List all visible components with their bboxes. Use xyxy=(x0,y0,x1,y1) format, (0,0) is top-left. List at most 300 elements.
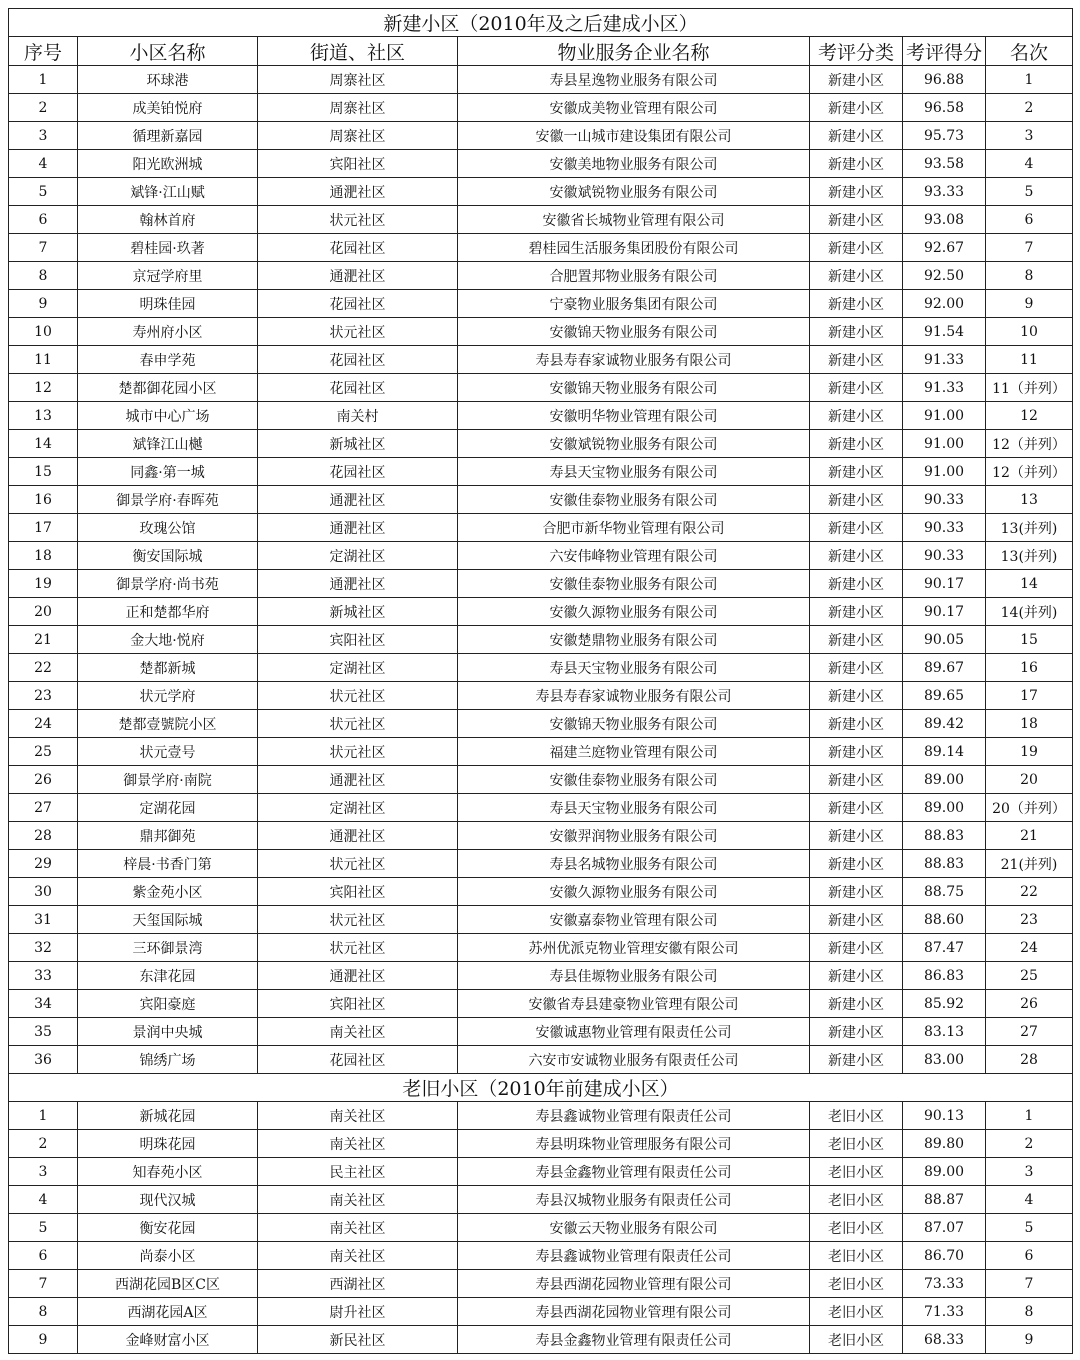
col-community-name-cell: 尚泰小区 xyxy=(78,1242,258,1270)
table-row xyxy=(9,850,1073,878)
col-rank-cell: 20（并列） xyxy=(986,794,1073,822)
table-row xyxy=(9,794,1073,822)
section-title-row xyxy=(9,1074,1073,1102)
col-score-cell: 88.75 xyxy=(903,878,986,906)
table-row xyxy=(9,1186,1073,1214)
col-rank-cell: 9 xyxy=(986,1326,1073,1354)
col-category-cell: 新建小区 xyxy=(810,1018,903,1046)
col-score-cell: 88.60 xyxy=(903,906,986,934)
col-property-company-cell: 寿县名城物业服务有限公司 xyxy=(458,850,810,878)
col-index-cell: 4 xyxy=(9,150,78,178)
col-street-community-cell: 状元社区 xyxy=(258,682,458,710)
col-community-name-cell: 锦绣广场 xyxy=(78,1046,258,1074)
col-score-cell: 71.33 xyxy=(903,1298,986,1326)
col-street-community-cell: 花园社区 xyxy=(258,346,458,374)
header-col-street-community: 街道、社区 xyxy=(258,37,458,66)
col-community-name-cell: 御景学府·春晖苑 xyxy=(78,486,258,514)
col-community-name-cell: 阳光欧洲城 xyxy=(78,150,258,178)
col-rank-cell: 12（并列） xyxy=(986,430,1073,458)
col-score-cell: 89.00 xyxy=(903,766,986,794)
col-category-cell: 新建小区 xyxy=(810,654,903,682)
col-index-cell: 17 xyxy=(9,514,78,542)
col-community-name-cell: 斌锋·江山赋 xyxy=(78,178,258,206)
col-score-cell: 93.58 xyxy=(903,150,986,178)
col-street-community-cell: 状元社区 xyxy=(258,710,458,738)
table-row xyxy=(9,822,1073,850)
col-property-company-cell: 安徽久源物业服务有限公司 xyxy=(458,598,810,626)
col-category-cell: 新建小区 xyxy=(810,962,903,990)
col-community-name-cell: 碧桂园·玖著 xyxy=(78,234,258,262)
col-street-community-cell: 状元社区 xyxy=(258,850,458,878)
col-category-cell: 新建小区 xyxy=(810,486,903,514)
col-rank-cell: 3 xyxy=(986,1158,1073,1186)
col-rank-cell: 25 xyxy=(986,962,1073,990)
col-index-cell: 26 xyxy=(9,766,78,794)
col-index-cell: 7 xyxy=(9,234,78,262)
header-col-rank: 名次 xyxy=(986,37,1073,66)
col-community-name-cell: 楚都壹號院小区 xyxy=(78,710,258,738)
col-category-cell: 新建小区 xyxy=(810,738,903,766)
col-community-name-cell: 梓晨·书香门第 xyxy=(78,850,258,878)
col-index-cell: 8 xyxy=(9,1298,78,1326)
table-row xyxy=(9,430,1073,458)
col-community-name-cell: 斌锋江山樾 xyxy=(78,430,258,458)
col-score-cell: 73.33 xyxy=(903,1270,986,1298)
section-title: 老旧小区（2010年前建成小区） xyxy=(9,1074,1073,1102)
col-property-company-cell: 寿县寿春家诚物业服务有限公司 xyxy=(458,682,810,710)
table-row xyxy=(9,290,1073,318)
col-index-cell: 19 xyxy=(9,570,78,598)
col-score-cell: 83.00 xyxy=(903,1046,986,1074)
col-index-cell: 18 xyxy=(9,542,78,570)
col-index-cell: 29 xyxy=(9,850,78,878)
col-rank-cell: 13 xyxy=(986,486,1073,514)
col-score-cell: 93.33 xyxy=(903,178,986,206)
col-street-community-cell: 状元社区 xyxy=(258,934,458,962)
col-community-name-cell: 寿州府小区 xyxy=(78,318,258,346)
col-community-name-cell: 楚都御花园小区 xyxy=(78,374,258,402)
col-street-community-cell: 宾阳社区 xyxy=(258,990,458,1018)
col-category-cell: 新建小区 xyxy=(810,794,903,822)
col-index-cell: 2 xyxy=(9,1130,78,1158)
col-category-cell: 新建小区 xyxy=(810,346,903,374)
col-rank-cell: 17 xyxy=(986,682,1073,710)
col-property-company-cell: 安徽省寿县建豪物业管理有限公司 xyxy=(458,990,810,1018)
col-street-community-cell: 南关社区 xyxy=(258,1214,458,1242)
table-row xyxy=(9,234,1073,262)
col-index-cell: 10 xyxy=(9,318,78,346)
table-row xyxy=(9,906,1073,934)
col-score-cell: 89.00 xyxy=(903,794,986,822)
col-property-company-cell: 宁豪物业服务集团有限公司 xyxy=(458,290,810,318)
col-index-cell: 28 xyxy=(9,822,78,850)
col-street-community-cell: 通淝社区 xyxy=(258,486,458,514)
col-score-cell: 90.17 xyxy=(903,598,986,626)
col-score-cell: 91.00 xyxy=(903,430,986,458)
col-community-name-cell: 定湖花园 xyxy=(78,794,258,822)
col-property-company-cell: 寿县天宝物业服务有限公司 xyxy=(458,794,810,822)
col-street-community-cell: 状元社区 xyxy=(258,206,458,234)
col-street-community-cell: 定湖社区 xyxy=(258,542,458,570)
col-property-company-cell: 寿县佳塬物业服务有限公司 xyxy=(458,962,810,990)
col-score-cell: 89.67 xyxy=(903,654,986,682)
col-street-community-cell: 周寨社区 xyxy=(258,94,458,122)
col-rank-cell: 23 xyxy=(986,906,1073,934)
col-community-name-cell: 翰林首府 xyxy=(78,206,258,234)
col-community-name-cell: 楚都新城 xyxy=(78,654,258,682)
col-score-cell: 88.87 xyxy=(903,1186,986,1214)
col-community-name-cell: 环球港 xyxy=(78,66,258,94)
col-property-company-cell: 安徽嘉泰物业管理有限公司 xyxy=(458,906,810,934)
col-index-cell: 25 xyxy=(9,738,78,766)
table-row xyxy=(9,738,1073,766)
col-street-community-cell: 通淝社区 xyxy=(258,514,458,542)
col-street-community-cell: 民主社区 xyxy=(258,1158,458,1186)
col-index-cell: 23 xyxy=(9,682,78,710)
table-row xyxy=(9,682,1073,710)
col-property-company-cell: 寿县西湖花园物业管理有限公司 xyxy=(458,1270,810,1298)
col-community-name-cell: 西湖花园A区 xyxy=(78,1298,258,1326)
col-index-cell: 9 xyxy=(9,290,78,318)
col-category-cell: 新建小区 xyxy=(810,206,903,234)
col-community-name-cell: 知春苑小区 xyxy=(78,1158,258,1186)
col-property-company-cell: 寿县汉城物业服务有限责任公司 xyxy=(458,1186,810,1214)
col-property-company-cell: 碧桂园生活服务集团股份有限公司 xyxy=(458,234,810,262)
col-rank-cell: 7 xyxy=(986,234,1073,262)
table-row xyxy=(9,346,1073,374)
col-property-company-cell: 安徽佳泰物业服务有限公司 xyxy=(458,570,810,598)
col-street-community-cell: 南关社区 xyxy=(258,1130,458,1158)
col-street-community-cell: 宾阳社区 xyxy=(258,878,458,906)
col-community-name-cell: 景润中央城 xyxy=(78,1018,258,1046)
col-score-cell: 93.08 xyxy=(903,206,986,234)
col-index-cell: 20 xyxy=(9,598,78,626)
table-row xyxy=(9,486,1073,514)
table-row xyxy=(9,654,1073,682)
col-community-name-cell: 玫瑰公馆 xyxy=(78,514,258,542)
col-index-cell: 4 xyxy=(9,1186,78,1214)
col-street-community-cell: 通淝社区 xyxy=(258,766,458,794)
col-rank-cell: 1 xyxy=(986,1102,1073,1130)
col-property-company-cell: 合肥市新华物业管理有限公司 xyxy=(458,514,810,542)
col-score-cell: 91.54 xyxy=(903,318,986,346)
col-category-cell: 新建小区 xyxy=(810,682,903,710)
table-row xyxy=(9,374,1073,402)
col-rank-cell: 26 xyxy=(986,990,1073,1018)
col-street-community-cell: 通淝社区 xyxy=(258,962,458,990)
col-street-community-cell: 通淝社区 xyxy=(258,262,458,290)
col-property-company-cell: 寿县金鑫物业管理有限责任公司 xyxy=(458,1158,810,1186)
col-street-community-cell: 尉升社区 xyxy=(258,1298,458,1326)
col-index-cell: 2 xyxy=(9,94,78,122)
col-street-community-cell: 花园社区 xyxy=(258,374,458,402)
col-score-cell: 92.00 xyxy=(903,290,986,318)
table-row xyxy=(9,1214,1073,1242)
table-row xyxy=(9,990,1073,1018)
col-index-cell: 7 xyxy=(9,1270,78,1298)
col-property-company-cell: 苏州优派克物业管理安徽有限公司 xyxy=(458,934,810,962)
col-property-company-cell: 安徽诚惠物业管理有限责任公司 xyxy=(458,1018,810,1046)
col-rank-cell: 12 xyxy=(986,402,1073,430)
col-category-cell: 老旧小区 xyxy=(810,1214,903,1242)
col-category-cell: 老旧小区 xyxy=(810,1270,903,1298)
col-street-community-cell: 通淝社区 xyxy=(258,822,458,850)
table-row xyxy=(9,402,1073,430)
col-index-cell: 3 xyxy=(9,1158,78,1186)
col-property-company-cell: 安徽斌锐物业服务有限公司 xyxy=(458,178,810,206)
col-category-cell: 新建小区 xyxy=(810,178,903,206)
col-category-cell: 新建小区 xyxy=(810,94,903,122)
col-category-cell: 新建小区 xyxy=(810,598,903,626)
col-rank-cell: 19 xyxy=(986,738,1073,766)
col-property-company-cell: 安徽佳泰物业服务有限公司 xyxy=(458,766,810,794)
col-street-community-cell: 宾阳社区 xyxy=(258,150,458,178)
col-category-cell: 新建小区 xyxy=(810,766,903,794)
col-rank-cell: 28 xyxy=(986,1046,1073,1074)
header-col-category: 考评分类 xyxy=(810,37,903,66)
col-property-company-cell: 安徽成美物业管理有限公司 xyxy=(458,94,810,122)
table-row xyxy=(9,206,1073,234)
col-street-community-cell: 花园社区 xyxy=(258,1046,458,1074)
col-property-company-cell: 合肥置邦物业服务有限公司 xyxy=(458,262,810,290)
col-property-company-cell: 安徽佳泰物业服务有限公司 xyxy=(458,486,810,514)
col-community-name-cell: 正和楚都华府 xyxy=(78,598,258,626)
col-street-community-cell: 花园社区 xyxy=(258,290,458,318)
col-street-community-cell: 状元社区 xyxy=(258,738,458,766)
table-row xyxy=(9,1298,1073,1326)
col-category-cell: 新建小区 xyxy=(810,626,903,654)
col-index-cell: 6 xyxy=(9,206,78,234)
col-property-company-cell: 安徽斌锐物业服务有限公司 xyxy=(458,430,810,458)
col-property-company-cell: 安徽省长城物业管理有限公司 xyxy=(458,206,810,234)
col-street-community-cell: 状元社区 xyxy=(258,906,458,934)
col-index-cell: 8 xyxy=(9,262,78,290)
col-score-cell: 89.00 xyxy=(903,1158,986,1186)
table-row xyxy=(9,150,1073,178)
col-index-cell: 35 xyxy=(9,1018,78,1046)
col-property-company-cell: 六安伟峰物业管理有限公司 xyxy=(458,542,810,570)
col-rank-cell: 7 xyxy=(986,1270,1073,1298)
col-street-community-cell: 花园社区 xyxy=(258,234,458,262)
col-score-cell: 90.33 xyxy=(903,486,986,514)
col-community-name-cell: 春申学苑 xyxy=(78,346,258,374)
col-category-cell: 新建小区 xyxy=(810,430,903,458)
table-row xyxy=(9,66,1073,94)
col-rank-cell: 4 xyxy=(986,150,1073,178)
col-street-community-cell: 新城社区 xyxy=(258,598,458,626)
col-rank-cell: 8 xyxy=(986,262,1073,290)
table-row xyxy=(9,1130,1073,1158)
col-community-name-cell: 金大地·悦府 xyxy=(78,626,258,654)
table-row xyxy=(9,766,1073,794)
col-index-cell: 24 xyxy=(9,710,78,738)
col-index-cell: 1 xyxy=(9,1102,78,1130)
col-score-cell: 96.88 xyxy=(903,66,986,94)
col-category-cell: 新建小区 xyxy=(810,122,903,150)
col-property-company-cell: 安徽锦天物业服务有限公司 xyxy=(458,710,810,738)
col-property-company-cell: 寿县金鑫物业管理有限责任公司 xyxy=(458,1326,810,1354)
col-rank-cell: 10 xyxy=(986,318,1073,346)
col-index-cell: 36 xyxy=(9,1046,78,1074)
col-street-community-cell: 西湖社区 xyxy=(258,1270,458,1298)
col-property-company-cell: 安徽美地物业服务有限公司 xyxy=(458,150,810,178)
col-community-name-cell: 衡安国际城 xyxy=(78,542,258,570)
col-score-cell: 87.07 xyxy=(903,1214,986,1242)
col-street-community-cell: 周寨社区 xyxy=(258,66,458,94)
col-index-cell: 31 xyxy=(9,906,78,934)
col-category-cell: 新建小区 xyxy=(810,150,903,178)
col-category-cell: 老旧小区 xyxy=(810,1298,903,1326)
col-street-community-cell: 南关社区 xyxy=(258,1186,458,1214)
col-index-cell: 11 xyxy=(9,346,78,374)
header-col-community-name: 小区名称 xyxy=(78,37,258,66)
col-index-cell: 3 xyxy=(9,122,78,150)
col-category-cell: 老旧小区 xyxy=(810,1102,903,1130)
col-category-cell: 新建小区 xyxy=(810,66,903,94)
table-row xyxy=(9,1270,1073,1298)
col-community-name-cell: 循理新嘉园 xyxy=(78,122,258,150)
col-street-community-cell: 定湖社区 xyxy=(258,794,458,822)
col-property-company-cell: 安徽明华物业管理有限公司 xyxy=(458,402,810,430)
col-index-cell: 22 xyxy=(9,654,78,682)
col-score-cell: 91.33 xyxy=(903,374,986,402)
col-score-cell: 89.65 xyxy=(903,682,986,710)
table-row xyxy=(9,122,1073,150)
table-row xyxy=(9,570,1073,598)
col-street-community-cell: 状元社区 xyxy=(258,318,458,346)
col-rank-cell: 4 xyxy=(986,1186,1073,1214)
col-score-cell: 89.80 xyxy=(903,1130,986,1158)
col-property-company-cell: 安徽羿润物业服务有限公司 xyxy=(458,822,810,850)
col-score-cell: 87.47 xyxy=(903,934,986,962)
col-category-cell: 老旧小区 xyxy=(810,1158,903,1186)
col-score-cell: 92.67 xyxy=(903,234,986,262)
col-rank-cell: 18 xyxy=(986,710,1073,738)
col-category-cell: 老旧小区 xyxy=(810,1326,903,1354)
col-street-community-cell: 南关社区 xyxy=(258,1242,458,1270)
table-row xyxy=(9,1158,1073,1186)
table-row xyxy=(9,1102,1073,1130)
col-street-community-cell: 新民社区 xyxy=(258,1326,458,1354)
col-rank-cell: 11 xyxy=(986,346,1073,374)
ranking-sheet xyxy=(8,8,1072,1354)
col-category-cell: 新建小区 xyxy=(810,234,903,262)
col-category-cell: 新建小区 xyxy=(810,822,903,850)
col-index-cell: 5 xyxy=(9,1214,78,1242)
col-index-cell: 21 xyxy=(9,626,78,654)
col-score-cell: 90.33 xyxy=(903,514,986,542)
col-community-name-cell: 城市中心广场 xyxy=(78,402,258,430)
col-property-company-cell: 寿县天宝物业服务有限公司 xyxy=(458,458,810,486)
col-score-cell: 90.05 xyxy=(903,626,986,654)
col-property-company-cell: 安徽锦天物业服务有限公司 xyxy=(458,318,810,346)
col-rank-cell: 27 xyxy=(986,1018,1073,1046)
col-category-cell: 新建小区 xyxy=(810,290,903,318)
col-street-community-cell: 南关村 xyxy=(258,402,458,430)
col-score-cell: 89.14 xyxy=(903,738,986,766)
col-category-cell: 老旧小区 xyxy=(810,1186,903,1214)
col-index-cell: 15 xyxy=(9,458,78,486)
section-title: 新建小区（2010年及之后建成小区） xyxy=(9,9,1073,37)
col-property-company-cell: 寿县西湖花园物业管理有限公司 xyxy=(458,1298,810,1326)
col-rank-cell: 8 xyxy=(986,1298,1073,1326)
col-community-name-cell: 天玺国际城 xyxy=(78,906,258,934)
col-score-cell: 88.83 xyxy=(903,850,986,878)
col-community-name-cell: 金峰财富小区 xyxy=(78,1326,258,1354)
header-col-property-company: 物业服务企业名称 xyxy=(458,37,810,66)
col-rank-cell: 21 xyxy=(986,822,1073,850)
col-score-cell: 85.92 xyxy=(903,990,986,1018)
col-community-name-cell: 宾阳豪庭 xyxy=(78,990,258,1018)
col-score-cell: 95.73 xyxy=(903,122,986,150)
col-index-cell: 13 xyxy=(9,402,78,430)
col-score-cell: 90.33 xyxy=(903,542,986,570)
col-property-company-cell: 安徽锦天物业服务有限公司 xyxy=(458,374,810,402)
table-row xyxy=(9,514,1073,542)
col-rank-cell: 14(并列) xyxy=(986,598,1073,626)
col-community-name-cell: 紫金苑小区 xyxy=(78,878,258,906)
col-community-name-cell: 京冠学府里 xyxy=(78,262,258,290)
col-index-cell: 27 xyxy=(9,794,78,822)
col-property-company-cell: 寿县天宝物业服务有限公司 xyxy=(458,654,810,682)
table-row xyxy=(9,598,1073,626)
col-index-cell: 16 xyxy=(9,486,78,514)
table-row xyxy=(9,318,1073,346)
table-row xyxy=(9,710,1073,738)
col-score-cell: 68.33 xyxy=(903,1326,986,1354)
col-rank-cell: 11（并列） xyxy=(986,374,1073,402)
col-property-company-cell: 寿县星逸物业服务有限公司 xyxy=(458,66,810,94)
col-score-cell: 91.33 xyxy=(903,346,986,374)
col-index-cell: 34 xyxy=(9,990,78,1018)
col-score-cell: 89.42 xyxy=(903,710,986,738)
table-row xyxy=(9,962,1073,990)
col-property-company-cell: 安徽一山城市建设集团有限公司 xyxy=(458,122,810,150)
col-score-cell: 86.83 xyxy=(903,962,986,990)
section-title-row xyxy=(9,9,1073,37)
col-community-name-cell: 状元壹号 xyxy=(78,738,258,766)
col-community-name-cell: 鼎邦御苑 xyxy=(78,822,258,850)
col-index-cell: 5 xyxy=(9,178,78,206)
col-category-cell: 新建小区 xyxy=(810,458,903,486)
table-body xyxy=(9,9,1073,1354)
col-category-cell: 新建小区 xyxy=(810,542,903,570)
col-rank-cell: 12（并列） xyxy=(986,458,1073,486)
col-rank-cell: 2 xyxy=(986,1130,1073,1158)
col-index-cell: 1 xyxy=(9,66,78,94)
col-category-cell: 新建小区 xyxy=(810,374,903,402)
col-rank-cell: 13(并列) xyxy=(986,542,1073,570)
col-rank-cell: 15 xyxy=(986,626,1073,654)
col-street-community-cell: 南关社区 xyxy=(258,1018,458,1046)
col-street-community-cell: 定湖社区 xyxy=(258,654,458,682)
col-community-name-cell: 御景学府·尚书苑 xyxy=(78,570,258,598)
col-street-community-cell: 通淝社区 xyxy=(258,570,458,598)
col-street-community-cell: 南关社区 xyxy=(258,1102,458,1130)
table-row xyxy=(9,178,1073,206)
col-category-cell: 新建小区 xyxy=(810,710,903,738)
table-row xyxy=(9,262,1073,290)
col-rank-cell: 20 xyxy=(986,766,1073,794)
col-index-cell: 33 xyxy=(9,962,78,990)
col-rank-cell: 5 xyxy=(986,1214,1073,1242)
col-community-name-cell: 西湖花园B区C区 xyxy=(78,1270,258,1298)
col-category-cell: 新建小区 xyxy=(810,878,903,906)
col-community-name-cell: 同鑫·第一城 xyxy=(78,458,258,486)
col-score-cell: 92.50 xyxy=(903,262,986,290)
col-category-cell: 新建小区 xyxy=(810,318,903,346)
col-property-company-cell: 寿县鑫诚物业管理有限责任公司 xyxy=(458,1242,810,1270)
